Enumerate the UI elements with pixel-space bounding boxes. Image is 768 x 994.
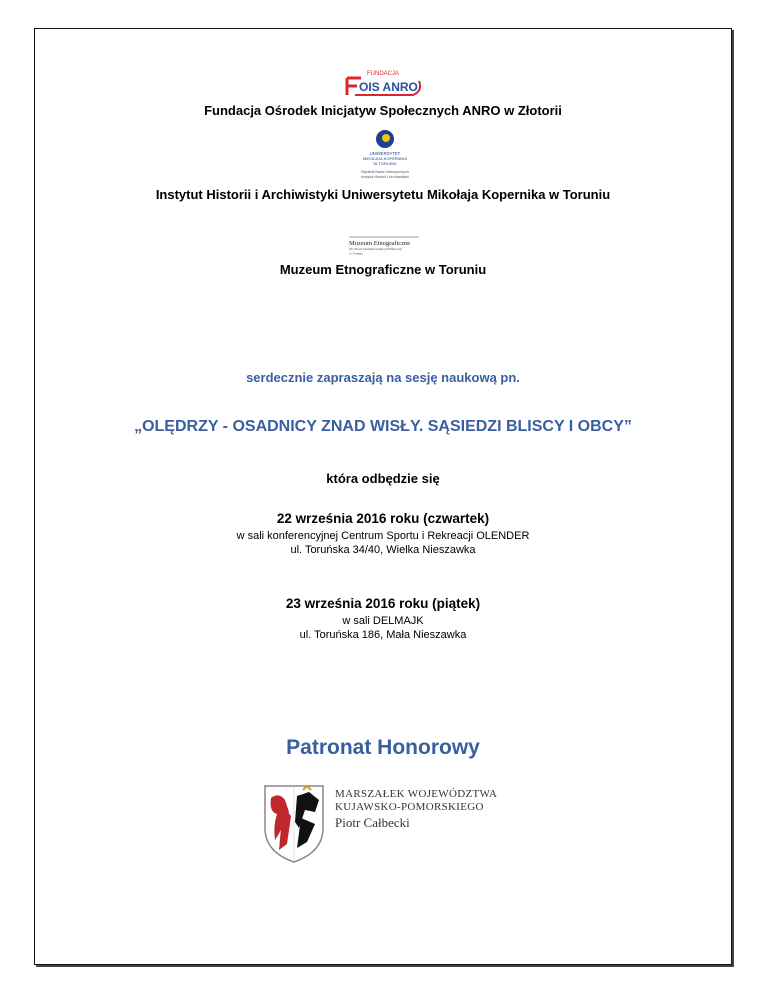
organizer-museum: Muzeum Etnograficzne w Toruniu bbox=[279, 262, 487, 277]
anro-foundation-logo bbox=[341, 69, 425, 99]
day2-venue: w sali DELMAJK bbox=[342, 615, 424, 627]
marshal-line-1: MARSZAŁEK WOJEWÓDZTWA bbox=[335, 788, 498, 800]
museum-logo-line-1: Muzeum Etnograficzne bbox=[349, 240, 411, 247]
day1-address: ul. Toruńska 34/40, Wielka Nieszawka bbox=[290, 544, 476, 556]
session-title: „OLĘDRZY - OSADNICY ZNAD WISŁY. SĄSIEDZI BLISCY I OBCY” bbox=[134, 418, 632, 435]
ethnographic-museum-logo bbox=[347, 235, 421, 257]
kujawsko-pomorskie-coat-of-arms-icon bbox=[261, 782, 327, 864]
day1-venue: w sali konferencyjnej Centrum Sportu i Rekreacji OLENDER bbox=[236, 530, 530, 542]
document-page bbox=[34, 28, 732, 965]
museum-logo-line-2: im. Marii Znamierowskiej-Prüfferowej bbox=[349, 247, 402, 251]
marshal-signature-block bbox=[335, 788, 497, 829]
umk-university-logo bbox=[353, 129, 417, 183]
anro-logo-top-text: FUNDACJA bbox=[366, 71, 400, 77]
umk-line-4: Wydział Nauk Historycznych bbox=[361, 170, 409, 174]
invitation-text: serdecznie zapraszają na sesję naukową pn. bbox=[246, 370, 520, 385]
day2-address: ul. Toruńska 186, Mała Nieszawka bbox=[299, 629, 467, 641]
umk-line-5: Instytut Historii i Archiwistyki bbox=[361, 175, 409, 179]
day1-date: 22 września 2016 roku (czwartek) bbox=[276, 511, 490, 526]
organizer-umk: Instytut Historii i Archiwistyki Uniwersytetu Mikołaja Kopernika w Toruniu bbox=[155, 187, 611, 202]
session-intro: która odbędzie się bbox=[326, 471, 440, 486]
umk-line-3: W TORUNIU bbox=[373, 161, 397, 166]
organizer-anro: Fundacja Ośrodek Inicjatyw Społecznych ANRO w Złotorii bbox=[204, 103, 562, 118]
anro-logo-main-text: OIS ANRO bbox=[359, 80, 418, 94]
marshal-line-2: KUJAWSKO-POMORSKIEGO bbox=[335, 801, 484, 813]
patronage-heading: Patronat Honorowy bbox=[286, 736, 480, 759]
marshal-name: Piotr Całbecki bbox=[335, 815, 410, 830]
day2-date: 23 września 2016 roku (piątek) bbox=[285, 596, 481, 611]
umk-line-1: UNIWERSYTET bbox=[369, 151, 401, 156]
umk-line-2: MIKOŁAJA KOPERNIKA bbox=[362, 156, 408, 161]
museum-logo-line-3: w Toruniu bbox=[349, 251, 363, 256]
